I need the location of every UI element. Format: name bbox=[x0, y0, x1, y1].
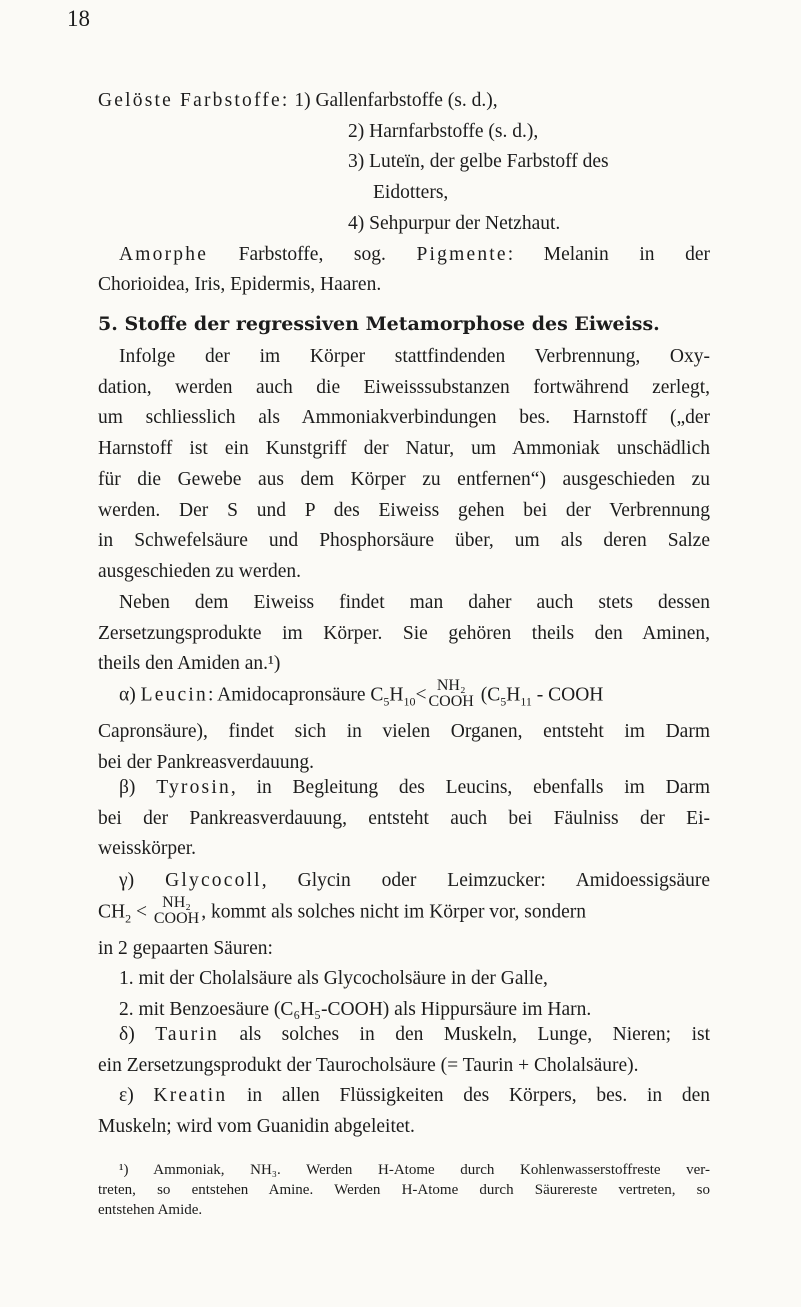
paragraph-1: Infolge der im Körper stattfindenden Verbrennung, Oxy- dation, werden auch die Eiweisssubstanzen fortwährend zerlegt, um schliesslich als Ammoniakverbindungen bes. Harnstoff („der Harnstoff ist ein Kunstgriff der Natur, um Ammoniak unschädlich für die Gewebe aus dem Körper zu entfernen“) ausgeschieden zu werden. Der S und P des Eiweiss gehen bei der Verbrennung in Schwefelsäure und Phosphorsäure über, um als deren Salze ausgeschieden zu werden. bbox=[98, 346, 710, 582]
list-item: 2. mit Benzoesäure (C₆H₅-COOH) als Hippursäure im Harn. bbox=[119, 999, 592, 1021]
page-number: 18 bbox=[67, 6, 90, 31]
leucin-entry: α) Leucin: Amidocapronsäure $C_5H_{10}<$ NH₂ COOH ($C_5H_{11}$ - COOH Capronsäure), findet sich in vielen Organen, entsteht im Darm bei der Pankreasverdauung. bbox=[98, 677, 710, 773]
dissolved-dyes-list bbox=[98, 86, 710, 301]
amorph-line-2: Chorioidea, Iris, Epidermis, Haaren. bbox=[98, 274, 382, 296]
leucin-formula-line: α) Leucin: Amidocapronsäure $C_5H_{10}<$ NH₂ COOH ($C_5H_{11}$ - COOH bbox=[119, 677, 604, 710]
kreatin-entry: ε) Kreatin in allen Flüssigkeiten des Körpers, bes. in den Muskeln; wird vom Guanidin abgeleitet. bbox=[98, 1085, 711, 1137]
taurin-entry: δ) Taurin als solches in den Muskeln, Lunge, Nieren; ist ein Zersetzungsprodukt der Taurocholsäure (= Taurin + Cholalsäure). bbox=[98, 1024, 711, 1076]
glycocoll-formula-line: $CH_2$ < NH₂ COOH , kommt als solches nicht im Körper vor, sondern bbox=[98, 893, 587, 927]
list-item: 3) Luteïn, der gelbe Farbstoff des bbox=[348, 151, 609, 173]
list-item: 1. mit der Cholalsäure als Glycocholsäure in der Galle, bbox=[119, 968, 548, 990]
paragraph-2: Neben dem Eiweiss findet man daher auch stets dessen Zersetzungsprodukte im Körper. Sie gehören theils den Aminen, theils den Amiden an.¹) bbox=[98, 592, 710, 675]
tyrosin-entry: β) Tyrosin, in Begleitung des Leucins, ebenfalls im Darm bei der Pankreasverdauung, entsteht auch bei Fäulniss der Ei- weisskörper. bbox=[98, 777, 711, 860]
amino-carboxyl-fraction: NH₂ COOH bbox=[153, 893, 200, 927]
list-item: 4) Sehpurpur der Netzhaut. bbox=[348, 212, 561, 234]
amino-carboxyl-fraction: NH₂ COOH bbox=[428, 677, 474, 710]
amorph-line: Amorphe Farbstoffe, sog. Pigmente: Melanin in der bbox=[119, 243, 710, 265]
list-item: Eidotters, bbox=[373, 182, 449, 204]
list-item: 2) Harnfarbstoffe (s. d.), bbox=[348, 120, 539, 142]
section-heading: 5. Stoffe der regressiven Metamorphose des Eiweiss. bbox=[98, 313, 660, 335]
footnote: ¹) Ammoniak, NH₃. Werden H-Atome durch Kohlenwasserstoffreste ver- treten, so entstehen Amine. Werden H-Atome durch Säurereste vertreten, so entstehen Amide. bbox=[98, 1162, 710, 1218]
list-item: Gelöste Farbstoffe: 1) Gallenfarbstoffe (s. d.), bbox=[98, 90, 498, 111]
glycocoll-entry: γ) Glycocoll, Glycin oder Leimzucker: Amidoessigsäure $CH_2$ < NH₂ COOH , kommt als solches nicht im Körper vor, sondern in 2 gepaarten Säuren: 1. mit der Cholalsäure als Glycocholsäure in der Galle, 2. mit Benzoesäure (C₆H₅-COOH) als Hippursäure im Harn. bbox=[98, 866, 710, 1026]
